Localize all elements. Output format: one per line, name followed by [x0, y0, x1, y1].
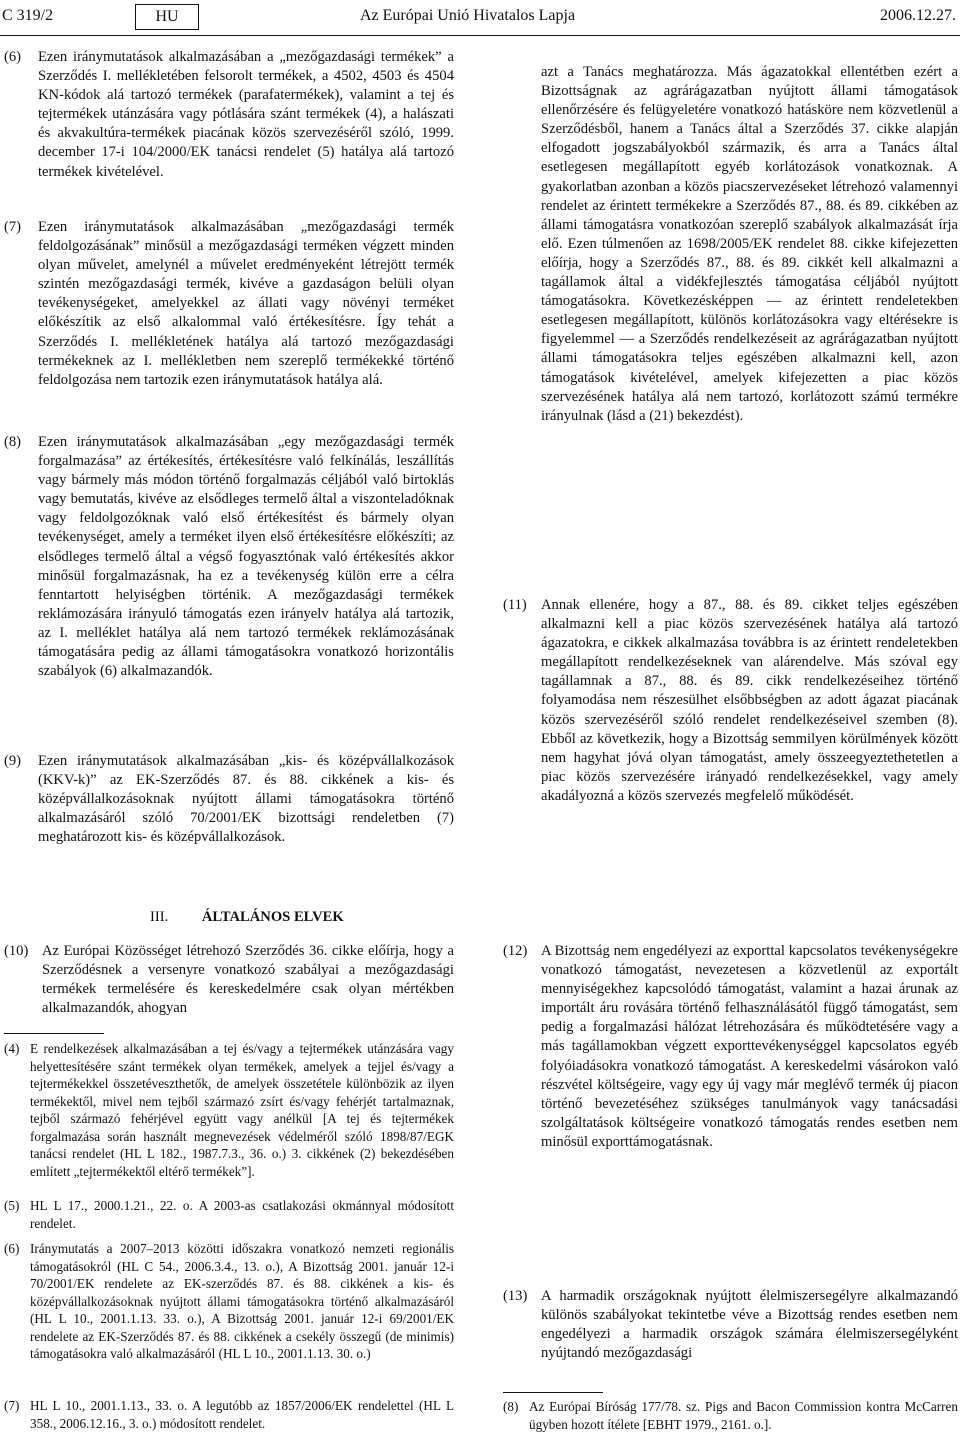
- paragraph-text: Az Európai Közösséget létrehozó Szerződés 36. cikke előírja, hogy a Szerződésnek a versenyre vonatkozó szabályai a mezőgazdasági termékek termelésére és kereskedelmére csak olyan mértékben alkalmazandók, ahogyan: [42, 943, 454, 1017]
- footnote-number: (6): [4, 1241, 20, 1256]
- paragraph-8: [4, 433, 454, 763]
- footnote-number: (8): [503, 1399, 519, 1414]
- paragraph-7: [4, 218, 454, 448]
- paragraph-number: (6): [4, 49, 22, 65]
- paragraph-9: [4, 752, 454, 882]
- paragraph-number: (13): [503, 1288, 528, 1304]
- paragraph-text: A Bizottság nem engedélyezi az exporttal kapcsolatos tevékenységekre vonatkozó támogatást, nevezetesen a közvetlenül az exportált mennyiségekhez kapcsolódó támogatást, valamint a hazai árunak az importált áru rovására történő felhasználásától függő támogatást, sem pedig a forgalmazási hálózat létrehozására és működtetésére vagy a más tagállamokban végzett exporttevékenységgel kapcsolatos egyéb folyóiadásokra vonatkozó támogatást. A kereskedelmi vásárokon való részvétel költségeire, vagy egy új vagy már meglévő termék új piacon történő bevezetéséhez szükséges tanulmányok vagy tanácsadási szolgáltatások költségeire vonatkozó támogatás rendes esetben nem minősül exporttámogatásnak.: [541, 943, 958, 1150]
- paragraph-text: azt a Tanács meghatározza. Más ágazatokkal ellentétben ezért a Bizottságnak az agrárágazatban nyújtott állami támogatások ellenőrzésére és felügyeletére vonatkozó hatásköre nem közvetlenül a Szerződésből, hanem a Tanács által a Szerződés 37. cikke alapján elfogadott jogszabályokból származik, és arra a Tanács által esetlegesen megállapított egyéb korlátozások vonatkoznak. A gyakorlatban azonban a közös piacszervezéseket létrehozó valamennyi rendelet az érintett termékekre a Szerződés 87., 88. és 89. cikkében az állami támogatásra vonatkozóan szereplő szabályok alkalmazását írja elő. Ezen túlmenően az 1698/2005/EK rendelet 88. cikke kifejezetten előírja, hogy a Szerződés 87., 88. és 89. cikkét kell alkalmazni a tagállamok által a vidékfejlesztés támogatása céljából nyújtott támogatásokra. Következésképpen — az érintett rendeletekben esetlegesen megállapított, különös korlátozásokra vagy eltérésekre is figyelemmel — a Szerződés rendelkezéseit az agrárágazatban nyújtott állami támogatásokra teljes egészében alkalmazni kell, azon támogatások kivételével, amelyek kifejezetten a piac közös szervezésének hatálya alá nem tartozó, korlátozott számú termékre irányulnak (lásd a (21) bekezdést).: [541, 64, 958, 424]
- footnote-number: (5): [4, 1198, 20, 1213]
- paragraph-text: Ezen iránymutatások alkalmazásában a „mezőgazdasági termékek” a Szerződés I. mellékletében felsorolt termékek, a 4502, 4503 és 4504 KN-kódok alá tartozó termékek (parafatermékek), valamint a tej és tejtermékek utánzására vagy pótlására szánt termékek (4), a halászati és akvakultúra-termékek piacának közös szervezéséről szóló, 1999. december 17-i 104/2000/EK tanácsi rendelet (5) hatálya alá tartozó termékek kivételével.: [38, 49, 454, 180]
- footnote-rule-right: [503, 1392, 603, 1393]
- page-reference: C 319/2: [2, 7, 54, 24]
- paragraph-number: (8): [4, 434, 22, 450]
- footnote-number: (7): [4, 1398, 20, 1413]
- paragraph-13: [503, 1287, 958, 1367]
- paragraph-12: [503, 942, 958, 1212]
- footnote-text: HL L 10., 2001.1.13., 33. o. A legutóbb az 1857/2006/EK rendelettel (HL L 358., 2006.12.16., 3. o.) módosított rendelet.: [30, 1398, 454, 1431]
- footnote-number: (4): [4, 1041, 20, 1056]
- footnote-6: [4, 1240, 454, 1390]
- paragraph-number: (11): [503, 597, 527, 613]
- section-heading: [150, 909, 344, 926]
- paragraph-text: Annak ellenére, hogy a 87., 88. és 89. cikket teljes egészében alkalmazni kell a piac közös szervezésének hatálya alá tartozó ágazatokra, e cikkek alkalmazása továbbra is az érintett rendeletekben megállapított rendelkezéseknek van alárendelve. Más szóval egy tagállamnak a 87., 88. és 89. cikk rendelkezéseihez történő folyamodása nem részesülhet elsőbbségben az adott ágazat piacának közös szervezéséről szóló rendelet rendelkezéseivel szemben (8). Ebből az következik, hogy a Bizottság semmilyen körülmények között nem hagyhat jóvá olyan támogatást, amely összeegyeztethetetlen a piac közös szervezésére irányadó rendelkezésekkel, vagy amely akadályozná a közös szervezés megfelelő működését.: [541, 597, 958, 804]
- paragraph-text: A harmadik országoknak nyújtott élelmiszersegélyre alkalmazandó különös szabályokat tekintetbe véve a Bizottság rendes esetben nem engedélyezi a harmadik országok számára élelmiszersegélyként nyújtandó mezőgazdasági: [541, 1288, 958, 1362]
- paragraph-text: Ezen iránymutatások alkalmazásában „mezőgazdasági termék feldolgozásának” minősül a mezőgazdasági terméken végzett minden olyan művelet, amelynél a művelet eredményeként létrejött termék szintén mezőgazdasági termék, kivéve a gazdaságon belüli olyan tevékenységeket, amelyekkel az állati vagy növényi terméket előkészítik az első alkalommal való értékesítésre. Így tehát a Szerződés I. mellékletének hatálya alá tartozó mezőgazdasági termékeknek az I. mellékletben nem szereplő termékekké történő feldolgozása nem tartozik ezen iránymutatások hatálya alá.: [38, 219, 454, 388]
- paragraph-11: [503, 596, 958, 866]
- footnote-text: Az Európai Bíróság 177/78. sz. Pigs and Bacon Commission kontra McCarren ügyben hozott ítélete [EBHT 1979., 2161. o.].: [529, 1399, 958, 1432]
- footnote-text: E rendelkezések alkalmazásában a tej és/vagy a tejtermékek utánzására vagy helyettesítésére szánt termékek olyan termékek, amelyek a tejjel és/vagy a tejtermékekkel összetéveszthetők, de amelyek összetétele különbözik az ilyen termékektől, mivel nem tejből származó zsírt és/vagy fehérjét tartalmaznak, tejből származó fehérjével együtt vagy anélkül [A tej és tejtermékek forgalmazása során használt megnevezések védelméről szóló 1898/87/EGK tanácsi rendelet (HL L 182., 1987.7.3., 36. o.) 3. cikkének (2) bekezdésében említett „tejtermékektől eltérő termékek”].: [30, 1041, 454, 1179]
- journal-title: Az Európai Unió Hivatalos Lapja: [360, 7, 576, 24]
- header-rule: [0, 35, 960, 36]
- publication-date: 2006.12.27.: [880, 7, 956, 24]
- footnote-5: [4, 1197, 454, 1233]
- paragraph-10-continued: [503, 63, 958, 523]
- page-header: [0, 0, 960, 32]
- footnote-text: Iránymutatás a 2007–2013 közötti időszakra vonatkozó nemzeti regionális támogatásokról (HL C 54., 2006.3.4., 13. o.), A Bizottság 2001. január 12-i 70/2001/EK rendelete az EK-szerződés 87. és 88. cikkének a kis- és középvállalkozásoknak nyújtott állami támogatásokra történő alkalmazásáról (HL L 10., 2001.1.13. 33. o.), A Bizottság 2001. január 12-i 69/2001/EK rendelete az EK-Szerződés 87. és 88. cikkének a csekély összegű (de minimis) támogatásokra való alkalmazásáról (HL L 10., 2001.1.13. 30. o.): [30, 1241, 454, 1361]
- paragraph-text: Ezen iránymutatások alkalmazásában „egy mezőgazdasági termék forgalmazása” az értékesítés, értékesítésre való felkínálás, leszállítás vagy bármely más módon történő forgalmazás céljából való birtoklás vagy bemutatás, kivéve az elsődleges termelő által a viszonteladóknak vagy feldolgozóknak való első értékesítést és bármely olyan tevékenységet, amely a terméket ilyen első értékesítésre előkészíti; az elsődleges termelő által a végső fogyasztónak való értékesítés akkor minősül forgalmazásnak, ha ez a tevékenység külön erre a célra fenntartott helyiségben történik. A mezőgazdasági termékek reklámozására irányuló támogatás ezen irányelv hatálya alá tartozik, az I. melléklet hatálya alá nem tartozó termékek reklámozásának támogatására pedig az állami támogatásokra vonatkozó horizontális szabályok (6) alkalmazandók.: [38, 434, 454, 680]
- paragraph-10: [4, 942, 454, 1022]
- footnote-4: [4, 1040, 454, 1190]
- paragraph-text: Ezen iránymutatások alkalmazásában „kis- és középvállalkozások (KKV-k)” az EK-Szerződés 87. és 88. cikkének a kis- és középvállalkozásoknak nyújtott állami támogatásokra történő alkalmazásáról szóló 70/2001/EK bizottsági rendeletben (7) meghatározott kis- és középvállalkozások.: [38, 753, 454, 846]
- footnote-7: [4, 1397, 454, 1433]
- footnote-8: [503, 1398, 958, 1436]
- footnote-text: HL L 17., 2000.1.21., 22. o. A 2003-as csatlakozási okmánnyal módosított rendelet.: [30, 1198, 454, 1231]
- paragraph-number: (7): [4, 219, 22, 235]
- paragraph-number: (9): [4, 753, 22, 769]
- language-badge: HU: [135, 4, 199, 30]
- section-number: III.: [150, 909, 169, 925]
- section-title: ÁLTALÁNOS ELVEK: [201, 909, 344, 925]
- paragraph-6: [4, 48, 454, 218]
- paragraph-number: (10): [4, 943, 29, 959]
- paragraph-number: (12): [503, 943, 528, 959]
- footnote-rule: [4, 1033, 104, 1034]
